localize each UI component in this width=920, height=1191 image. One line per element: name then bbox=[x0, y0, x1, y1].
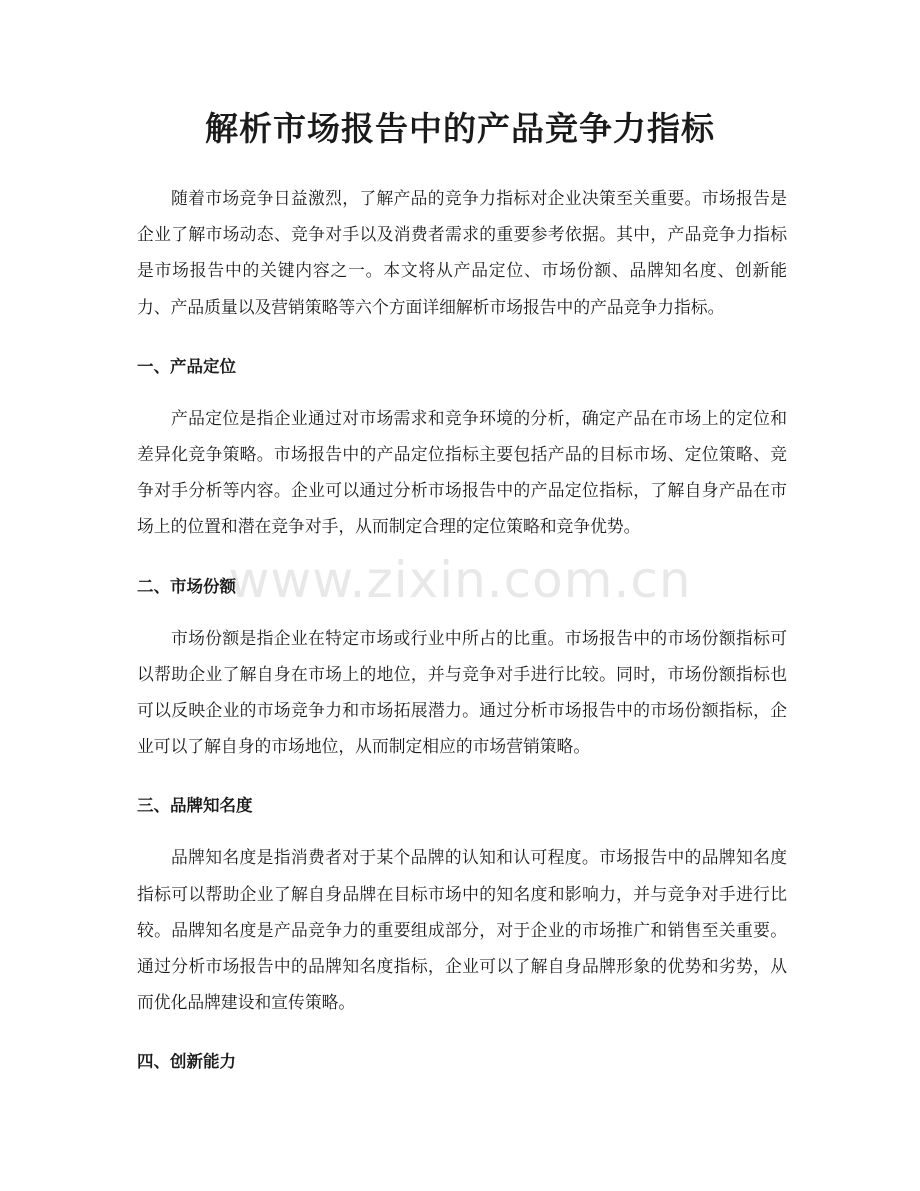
document-body bbox=[137, 180, 787, 1080]
intro-paragraph: 随着市场竞争日益激烈，了解产品的竞争力指标对企业决策至关重要。市场报告是企业了解市场动态、竞争对手以及消费者需求的重要参考依据。其中，产品竞争力指标是市场报告中的关键内容之一。本文将从产品定位、市场份额、品牌知名度、创新能力、产品质量以及营销策略等六个方面详细解析市场报告中的产品竞争力指标。 bbox=[137, 188, 787, 317]
section-heading-brand-awareness: 三、品牌知名度 bbox=[137, 796, 253, 816]
watermark: www.zixin.com.cn bbox=[228, 551, 692, 609]
document-title: 解析市场报告中的产品竞争力指标 bbox=[205, 109, 715, 148]
section-heading-market-share: 二、市场份额 bbox=[137, 576, 236, 596]
section-heading-innovation: 四、创新能力 bbox=[137, 1052, 236, 1072]
section-body-brand-awareness: 品牌知名度是指消费者对于某个品牌的认知和认可程度。市场报告中的品牌知名度指标可以帮助企业了解自身品牌在目标市场中的知名度和影响力，并与竞争对手进行比较。品牌知名度是产品竞争力的重要组成部分，对于企业的市场推广和销售至关重要。通过分析市场报告中的品牌知名度指标，企业可以了解自身品牌形象的优势和劣势，从而优化品牌建设和宣传策略。 bbox=[137, 847, 787, 1013]
section-body-market-share: 市场份额是指企业在特定市场或行业中所占的比重。市场报告中的市场份额指标可以帮助企业了解自身在市场上的地位，并与竞争对手进行比较。同时，市场份额指标也可以反映企业的市场竞争力和市场拓展潜力。通过分析市场报告中的市场份额指标，企业可以了解自身的市场地位，从而制定相应的市场营销策略。 bbox=[137, 627, 787, 757]
section-body-positioning: 产品定位是指企业通过对市场需求和竞争环境的分析，确定产品在市场上的定位和差异化竞争策略。市场报告中的产品定位指标主要包括产品的目标市场、定位策略、竞争对手分析等内容。企业可以通过分析市场报告中的产品定位指标，了解自身产品在市场上的位置和潜在竞争对手，从而制定合理的定位策略和竞争优势。 bbox=[137, 407, 787, 537]
section-heading-positioning: 一、产品定位 bbox=[137, 356, 236, 376]
